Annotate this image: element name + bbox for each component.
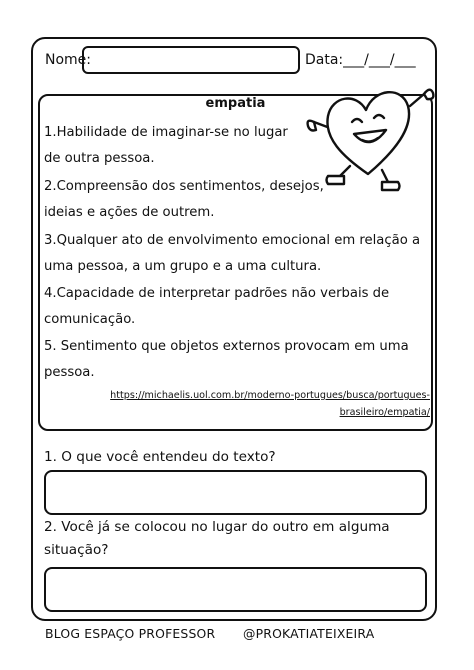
definition-5-line1: 5. Sentimento que objetos externos provocam em uma xyxy=(44,339,409,354)
definition-3-line1: 3.Qualquer ato de envolvimento emocional em relação a xyxy=(44,233,421,248)
name-input-box[interactable] xyxy=(82,46,300,74)
question-2 xyxy=(44,516,390,562)
definition-5 xyxy=(44,334,409,386)
question-2-line2: situação? xyxy=(44,542,109,558)
definition-4-line2: comunicação. xyxy=(44,312,136,327)
name-label: Nome: xyxy=(45,52,92,68)
definition-2-line1: 2.Compreensão dos sentimentos, desejos, xyxy=(44,179,324,194)
footer-blog: BLOG ESPAÇO PROFESSOR xyxy=(45,626,216,641)
answer-box-2[interactable] xyxy=(44,567,427,612)
source-link-line2[interactable]: brasileiro/empatia/ xyxy=(339,407,430,418)
source-link-line1[interactable]: https://michaelis.uol.com.br/moderno-portugues/busca/portugues- xyxy=(110,390,430,401)
footer-handle: @PROKATIATEIXEIRA xyxy=(243,626,375,641)
definition-5-line2: pessoa. xyxy=(44,365,95,380)
source-link[interactable] xyxy=(70,387,430,421)
date-field[interactable]: Data:___/___/___ xyxy=(305,52,416,68)
definition-4 xyxy=(44,281,389,333)
question-1-text: 1. O que você entendeu do texto? xyxy=(44,449,276,465)
definition-3 xyxy=(44,228,420,280)
answer-box-1[interactable] xyxy=(44,470,427,515)
definition-1 xyxy=(44,120,288,172)
definition-1-line2: de outra pessoa. xyxy=(44,151,155,166)
smiling-heart-character-icon xyxy=(302,76,436,200)
question-2-line1: 2. Você já se colocou no lugar do outro em alguma xyxy=(44,519,390,535)
definition-2 xyxy=(44,174,324,226)
question-1 xyxy=(44,446,276,469)
card-title: empatia xyxy=(205,96,266,111)
definition-1-line1: 1.Habilidade de imaginar-se no lugar xyxy=(44,125,288,140)
definition-4-line1: 4.Capacidade de interpretar padrões não verbais de xyxy=(44,286,390,301)
definition-2-line2: ideias e ações de outrem. xyxy=(44,205,215,220)
definition-3-line2: uma pessoa, a um grupo e a uma cultura. xyxy=(44,259,322,274)
